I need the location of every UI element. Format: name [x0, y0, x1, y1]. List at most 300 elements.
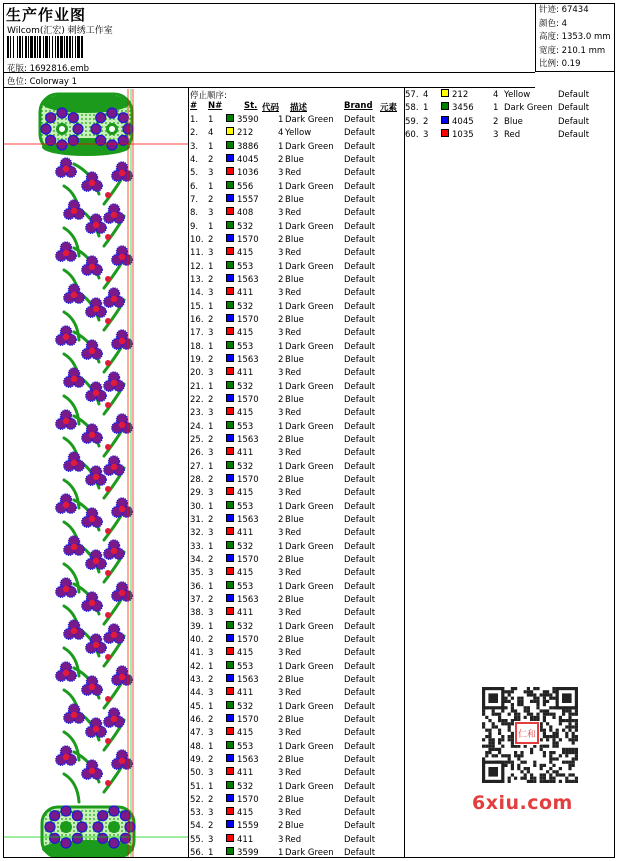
code-index: 2	[278, 274, 284, 285]
thread-code: 415	[237, 568, 254, 579]
color-description: Dark Green	[285, 741, 334, 752]
code-index: 3	[493, 129, 499, 140]
code-index: 2	[278, 674, 284, 685]
color-description: Blue	[285, 821, 304, 832]
row-number: 4.	[190, 154, 199, 165]
row-number: 50.	[190, 768, 204, 779]
qr-code-graphic	[470, 681, 584, 789]
thread-color-swatch	[226, 421, 234, 429]
code-index: 2	[278, 354, 284, 365]
needle-number: 1	[208, 541, 214, 552]
needle-number: 3	[208, 834, 214, 845]
color-description: Red	[285, 808, 302, 819]
thread-color-swatch	[226, 474, 234, 482]
col-header-code: 代码	[262, 103, 280, 113]
brand-name: Default	[344, 661, 376, 672]
row-number: 32.	[190, 528, 204, 539]
thread-color-swatch	[226, 341, 234, 349]
barcode	[7, 36, 135, 58]
needle-number: 3	[208, 448, 214, 459]
brand-name: Default	[344, 768, 376, 779]
code-index: 3	[278, 208, 284, 219]
row-number: 48.	[190, 741, 204, 752]
thread-color-swatch	[441, 89, 449, 97]
row-number: 18.	[190, 341, 204, 352]
brand-name: Default	[344, 581, 376, 592]
thread-color-swatch	[226, 221, 234, 229]
color-description: Dark Green	[285, 141, 334, 152]
brand-name: Default	[344, 368, 376, 379]
embroidery-design-preview	[4, 89, 188, 857]
code-index: 4	[493, 90, 499, 100]
color-description: Dark Green	[285, 621, 334, 632]
thread-code: 1570	[237, 714, 259, 725]
brand-name: Default	[344, 541, 376, 552]
thread-code: 411	[237, 834, 254, 845]
brand-name: Default	[344, 354, 376, 365]
row-number: 6.	[190, 181, 199, 192]
needle-number: 1	[208, 581, 214, 592]
brand-name: Default	[344, 448, 376, 459]
brand-name: Default	[344, 381, 376, 392]
color-description: Blue	[285, 674, 304, 685]
thread-color-swatch	[226, 154, 234, 162]
brand-name: Default	[344, 141, 376, 152]
color-description: Dark Green	[285, 381, 334, 392]
brand-name: Default	[344, 208, 376, 219]
color-description: Red	[285, 328, 302, 339]
thread-code: 532	[237, 301, 254, 312]
brand-name: Default	[344, 608, 376, 619]
thread-code: 4045	[237, 154, 259, 165]
color-description: Red	[285, 568, 302, 579]
color-description: Dark Green	[285, 301, 334, 312]
thread-code: 1035	[452, 129, 474, 140]
code-index: 2	[278, 474, 284, 485]
brand-name: Default	[344, 168, 376, 179]
thread-code: 415	[237, 648, 254, 659]
code-index: 1	[278, 341, 284, 352]
brand-name: Default	[344, 528, 376, 539]
needle-number: 3	[208, 208, 214, 219]
row-number: 16.	[190, 314, 204, 325]
design-file-value: 1692816.emb	[29, 64, 90, 74]
row-number: 10.	[190, 234, 204, 245]
colorway-value: Colorway 1	[29, 77, 78, 87]
thread-color-swatch	[226, 274, 234, 282]
color-description: Dark Green	[285, 115, 334, 125]
color-description: Yellow	[285, 128, 312, 139]
code-index: 3	[278, 448, 284, 459]
code-index: 1	[278, 501, 284, 512]
color-description: Red	[285, 768, 302, 779]
thread-code: 1570	[237, 394, 259, 405]
needle-number: 3	[208, 328, 214, 339]
code-index: 1	[278, 141, 284, 152]
needle-number: 3	[423, 129, 429, 140]
brand-name: Default	[344, 701, 376, 712]
color-description: Red	[504, 129, 521, 140]
row-number: 41.	[190, 648, 204, 659]
thread-color-swatch	[226, 794, 234, 802]
color-description: Dark Green	[285, 581, 334, 592]
color-description: Red	[285, 688, 302, 699]
thread-code: 532	[237, 781, 254, 792]
color-description: Dark Green	[285, 261, 334, 272]
row-number: 38.	[190, 608, 204, 619]
code-index: 3	[278, 248, 284, 259]
brand-name: Default	[344, 834, 376, 845]
code-index: 3	[278, 808, 284, 819]
column-divider	[404, 88, 405, 858]
brand-name: Default	[344, 421, 376, 432]
thread-color-swatch	[226, 354, 234, 362]
needle-number: 1	[423, 103, 429, 114]
col-header-element: 元素	[380, 103, 398, 113]
thread-color-swatch	[226, 674, 234, 682]
thread-code: 532	[237, 701, 254, 712]
thread-code: 415	[237, 488, 254, 499]
thread-color-swatch	[226, 581, 234, 589]
needle-number: 1	[208, 141, 214, 152]
row-number: 8.	[190, 208, 199, 219]
row-number: 39.	[190, 621, 204, 632]
studio-name: Wilcom(汇宏) 刺绣工作室	[7, 26, 113, 36]
thread-code: 408	[237, 208, 254, 219]
thread-code: 1563	[237, 354, 259, 365]
colorway-label: 色位:	[7, 77, 27, 87]
brand-name: Default	[344, 408, 376, 419]
stat-label: 比例:	[539, 59, 559, 69]
thread-code: 553	[237, 341, 254, 352]
thread-code: 3590	[237, 115, 259, 125]
thread-code: 415	[237, 728, 254, 739]
thread-code: 532	[237, 461, 254, 472]
color-description: Red	[285, 168, 302, 179]
needle-number: 3	[208, 168, 214, 179]
needle-number: 2	[208, 394, 214, 405]
code-index: 3	[278, 328, 284, 339]
brand-name: Default	[344, 674, 376, 685]
code-index: 1	[278, 461, 284, 472]
brand-name: Default	[344, 328, 376, 339]
brand-name: Default	[344, 194, 376, 205]
code-index: 3	[278, 288, 284, 299]
thread-color-swatch	[226, 687, 234, 695]
row-number: 15.	[190, 301, 204, 312]
code-index: 2	[278, 634, 284, 645]
needle-number: 2	[208, 594, 214, 605]
thread-color-swatch	[226, 807, 234, 815]
color-description: Blue	[285, 554, 304, 565]
thread-color-swatch	[226, 247, 234, 255]
row-number: 55.	[190, 834, 204, 845]
row-number: 27.	[190, 461, 204, 472]
thread-color-swatch	[226, 741, 234, 749]
col-header-stitches: St.	[244, 101, 258, 111]
brand-name: Default	[344, 341, 376, 352]
thread-color-swatch	[226, 767, 234, 775]
brand-name: Default	[344, 848, 376, 859]
row-number: 60.	[405, 129, 419, 140]
brand-name: Default	[344, 728, 376, 739]
needle-number: 2	[208, 474, 214, 485]
needle-number: 1	[208, 781, 214, 792]
color-description: Red	[285, 528, 302, 539]
brand-name: Default	[344, 474, 376, 485]
color-description: Red	[285, 248, 302, 259]
code-index: 1	[278, 421, 284, 432]
code-index: 1	[493, 103, 499, 114]
code-index: 3	[278, 168, 284, 179]
stat-label: 高度:	[539, 32, 559, 42]
thread-code: 415	[237, 408, 254, 419]
color-description: Blue	[285, 474, 304, 485]
code-index: 1	[278, 781, 284, 792]
brand-name: Default	[344, 501, 376, 512]
row-number: 42.	[190, 661, 204, 672]
thread-code: 3886	[237, 141, 259, 152]
brand-name: Default	[344, 621, 376, 632]
color-description: Blue	[285, 434, 304, 445]
code-index: 2	[278, 314, 284, 325]
row-number: 56.	[190, 848, 204, 859]
color-description: Dark Green	[285, 461, 334, 472]
brand-name: Default	[344, 781, 376, 792]
needle-number: 1	[208, 661, 214, 672]
needle-number: 1	[208, 701, 214, 712]
row-number: 14.	[190, 288, 204, 299]
needle-number: 2	[208, 754, 214, 765]
thread-code: 553	[237, 741, 254, 752]
needle-number: 1	[208, 848, 214, 859]
thread-color-swatch	[441, 116, 449, 124]
thread-code: 411	[237, 448, 254, 459]
color-description: Red	[285, 728, 302, 739]
color-description: Blue	[285, 274, 304, 285]
thread-color-swatch	[226, 301, 234, 309]
stat-label: 颜色:	[539, 18, 559, 29]
color-description: Blue	[285, 594, 304, 605]
thread-color-swatch	[226, 647, 234, 655]
needle-number: 2	[423, 116, 429, 127]
needle-number: 2	[208, 674, 214, 685]
stat-row	[539, 31, 615, 45]
row-number: 58.	[405, 103, 419, 114]
needle-number: 2	[208, 821, 214, 832]
brand-name: Default	[344, 741, 376, 752]
row-number: 46.	[190, 714, 204, 725]
thread-color-swatch	[226, 381, 234, 389]
needle-number: 1	[208, 621, 214, 632]
thread-color-swatch	[226, 141, 234, 149]
brand-name: Default	[558, 90, 590, 100]
row-number: 28.	[190, 474, 204, 485]
row-number: 36.	[190, 581, 204, 592]
thread-color-swatch	[226, 527, 234, 535]
brand-name: Default	[344, 115, 376, 125]
needle-number: 3	[208, 568, 214, 579]
color-description: Blue	[285, 394, 304, 405]
thread-code: 553	[237, 421, 254, 432]
needle-number: 3	[208, 488, 214, 499]
needle-number: 2	[208, 634, 214, 645]
colorway-line	[7, 75, 77, 87]
needle-number: 3	[208, 688, 214, 699]
thread-color-swatch	[226, 754, 234, 762]
thread-color-swatch	[226, 607, 234, 615]
code-index: 2	[278, 434, 284, 445]
thread-color-swatch	[226, 261, 234, 269]
row-number: 12.	[190, 261, 204, 272]
code-index: 3	[278, 368, 284, 379]
needle-number: 1	[208, 381, 214, 392]
needle-number: 2	[208, 314, 214, 325]
row-number: 49.	[190, 754, 204, 765]
row-number: 52.	[190, 794, 204, 805]
thread-code: 415	[237, 248, 254, 259]
thread-color-swatch	[226, 181, 234, 189]
thread-color-swatch	[226, 621, 234, 629]
design-divider	[188, 88, 189, 858]
thread-code: 411	[237, 608, 254, 619]
thread-code: 212	[237, 128, 254, 139]
row-number: 21.	[190, 381, 204, 392]
code-index: 1	[278, 741, 284, 752]
thread-color-swatch	[226, 567, 234, 575]
col-header-description: 描述	[290, 103, 308, 113]
row-number: 7.	[190, 194, 199, 205]
brand-name: Default	[344, 434, 376, 445]
code-index: 3	[278, 568, 284, 579]
code-index: 3	[278, 688, 284, 699]
color-description: Red	[285, 408, 302, 419]
code-index: 3	[278, 528, 284, 539]
color-description: Dark Green	[285, 421, 334, 432]
brand-name: Default	[344, 221, 376, 232]
stat-row	[539, 4, 615, 18]
code-index: 3	[278, 728, 284, 739]
row-number: 54.	[190, 821, 204, 832]
color-description: Red	[285, 608, 302, 619]
needle-number: 1	[208, 741, 214, 752]
thread-code: 411	[237, 528, 254, 539]
thread-color-swatch	[226, 487, 234, 495]
thread-color-swatch	[226, 167, 234, 175]
thread-color-swatch	[226, 367, 234, 375]
needle-number: 3	[208, 608, 214, 619]
thread-code: 1563	[237, 514, 259, 525]
code-index: 1	[278, 261, 284, 272]
color-description: Blue	[285, 794, 304, 805]
code-index: 3	[278, 488, 284, 499]
color-description: Dark Green	[285, 781, 334, 792]
thread-code: 1570	[237, 634, 259, 645]
needle-number: 1	[208, 221, 214, 232]
thread-code: 411	[237, 288, 254, 299]
brand-name: Default	[344, 288, 376, 299]
brand-name: Default	[344, 821, 376, 832]
color-description: Dark Green	[285, 181, 334, 192]
needle-number: 1	[208, 301, 214, 312]
needle-number: 2	[208, 234, 214, 245]
thread-code: 1570	[237, 554, 259, 565]
code-index: 2	[278, 394, 284, 405]
brand-name: Default	[558, 103, 590, 114]
brand-name: Default	[344, 301, 376, 312]
needle-number: 1	[208, 341, 214, 352]
row-number: 5.	[190, 168, 199, 179]
color-description: Dark Green	[285, 661, 334, 672]
row-number: 33.	[190, 541, 204, 552]
needle-number: 2	[208, 274, 214, 285]
brand-name: Default	[344, 594, 376, 605]
row-number: 1.	[190, 115, 199, 125]
needle-number: 2	[208, 154, 214, 165]
row-number: 20.	[190, 368, 204, 379]
row-number: 57.	[405, 90, 419, 100]
needle-number: 1	[208, 261, 214, 272]
stat-value: 1353.0 mm	[558, 32, 611, 42]
thread-code: 556	[237, 181, 254, 192]
thread-code: 1563	[237, 274, 259, 285]
thread-color-swatch	[226, 407, 234, 415]
stat-value: 4	[558, 18, 567, 29]
color-description: Yellow	[504, 90, 531, 100]
thread-color-swatch	[226, 447, 234, 455]
needle-number: 2	[208, 714, 214, 725]
thread-code: 1557	[237, 194, 259, 205]
row-number: 34.	[190, 554, 204, 565]
brand-name: Default	[344, 808, 376, 819]
needle-number: 3	[208, 528, 214, 539]
thread-color-swatch	[226, 847, 234, 855]
code-index: 2	[278, 821, 284, 832]
color-description: Blue	[285, 514, 304, 525]
thread-color-swatch	[226, 781, 234, 789]
thread-code: 532	[237, 541, 254, 552]
color-description: Blue	[285, 194, 304, 205]
needle-number: 3	[208, 768, 214, 779]
code-index: 2	[278, 594, 284, 605]
thread-color-swatch	[226, 594, 234, 602]
thread-code: 553	[237, 501, 254, 512]
design-artwork	[4, 89, 188, 857]
code-index: 1	[278, 701, 284, 712]
color-description: Blue	[285, 714, 304, 725]
needle-number: 1	[208, 181, 214, 192]
color-description: Dark Green	[285, 541, 334, 552]
needle-number: 1	[208, 115, 214, 125]
thread-color-swatch	[226, 634, 234, 642]
stat-value: 210.1 mm	[558, 45, 606, 56]
needle-number: 1	[208, 501, 214, 512]
code-index: 1	[278, 381, 284, 392]
row-number: 45.	[190, 701, 204, 712]
code-index: 4	[278, 128, 284, 139]
row-number: 11.	[190, 248, 204, 259]
page-title: 生产作业图	[6, 6, 87, 24]
color-description: Dark Green	[285, 701, 334, 712]
header-divider-2	[3, 87, 535, 88]
thread-color-swatch	[441, 102, 449, 110]
row-number: 40.	[190, 634, 204, 645]
thread-code: 553	[237, 581, 254, 592]
design-stats-box	[535, 3, 615, 72]
row-number: 26.	[190, 448, 204, 459]
thread-color-swatch	[226, 194, 234, 202]
code-index: 3	[278, 648, 284, 659]
